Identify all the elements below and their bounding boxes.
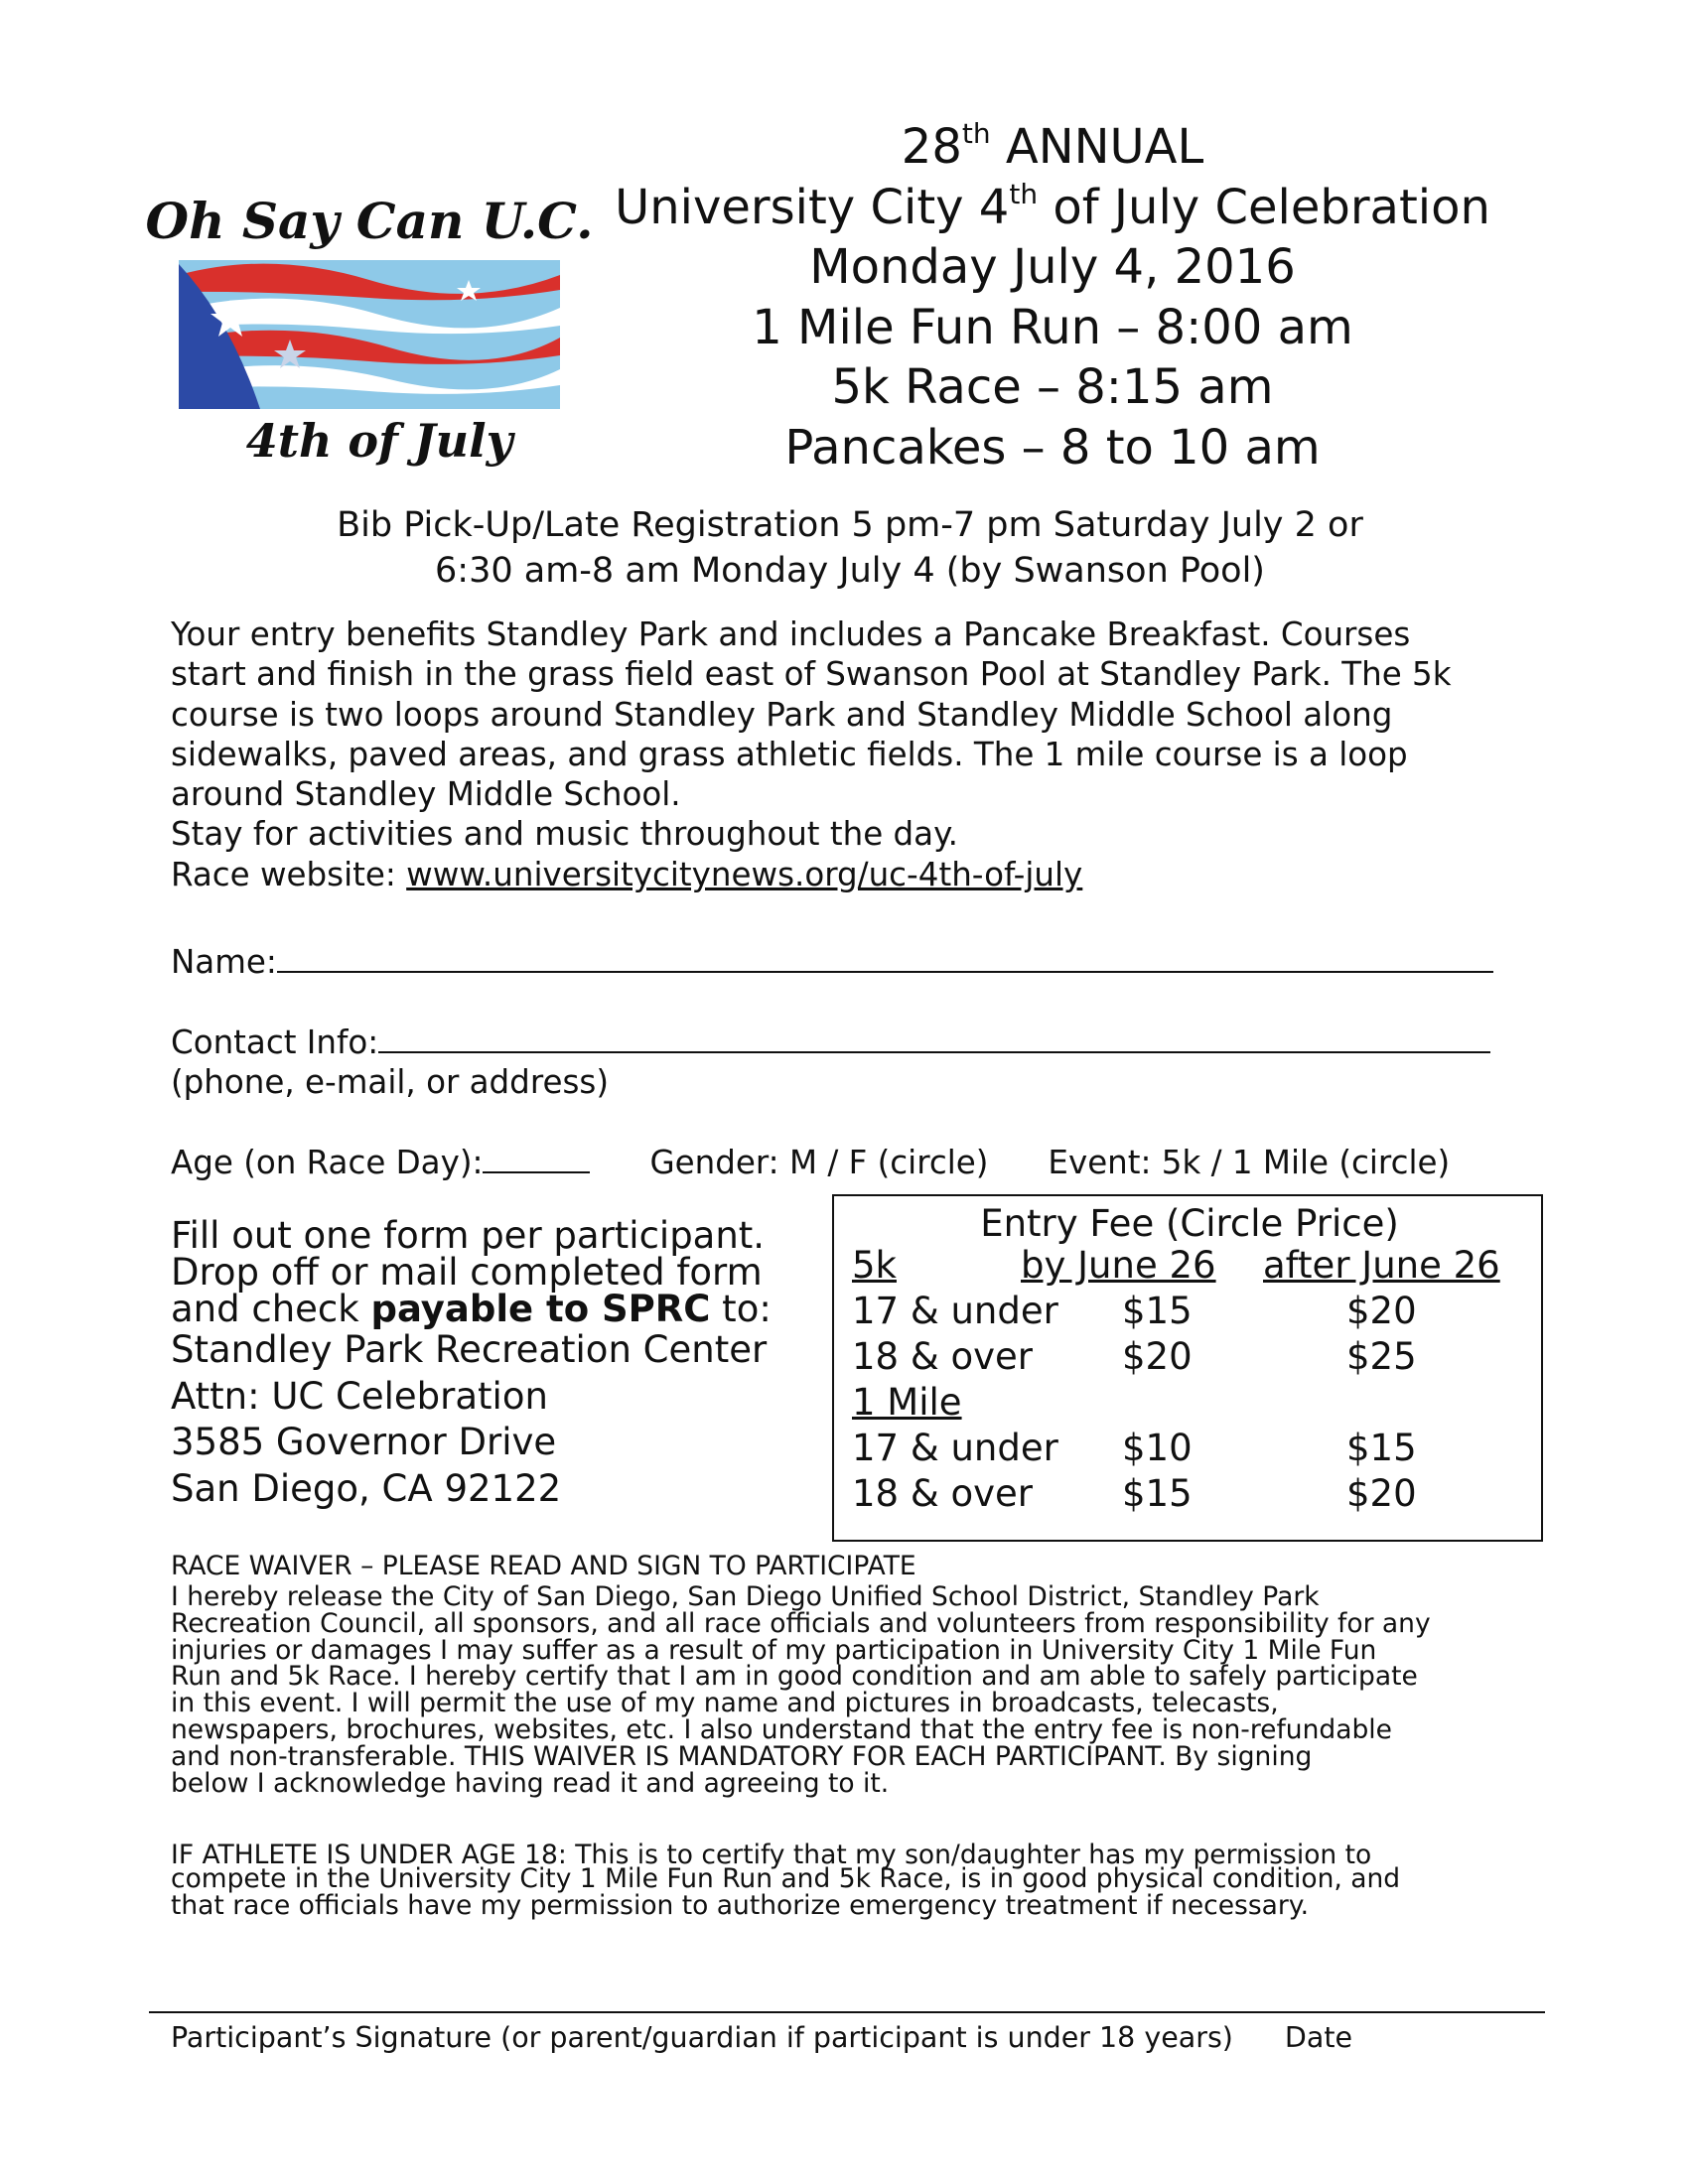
entry-fee-table: [832, 1194, 1543, 1542]
payable-to: payable to SPRC: [370, 1288, 711, 1330]
waiver-text: I hereby release the City of San Diego, San Diego Unified School District, Standley Park Recreation Council, all sponsors, and all race officials and volunteers from responsibility for any injuries or damages I may suffer as a result of my participation in University City 1 Mile Fun Run and 5k Race. I hereby certify that I am in good condition and am able to safely participate in this event. I will permit the use of my name and pictures in broadcasts, telecasts, newspapers, brochures, websites, etc. I also understand that the entry fee is non-refundable and non-transferable. THIS WAIVER IS MANDATORY FOR EACH PARTICIPANT. By signing below I acknowledge having read it and agreeing to it.: [171, 1581, 1431, 1799]
event-choice[interactable]: Event: 5k / 1 Mile (circle): [1048, 1144, 1451, 1181]
fee-row: 18 & over $15 $20: [852, 1472, 1417, 1515]
contact-field[interactable]: [378, 1025, 1490, 1053]
name-field[interactable]: [277, 945, 1493, 973]
contact-row: [171, 1024, 1490, 1061]
age-field[interactable]: [483, 1146, 590, 1173]
bib-pickup-info: Bib Pick-Up/Late Registration 5 pm-7 pm Saturday July 2 or 6:30 am-8 am Monday July 4 (by Swanson Pool): [337, 505, 1363, 591]
contact-label: Contact Info:: [171, 1024, 379, 1061]
minor-consent-text: compete in the University City 1 Mile Fun Run and 5k Race, is in good physical condition, and that race officials have my permission to authorize emergency treatment if necessary.: [171, 1863, 1401, 1921]
mailing-instructions: Fill out one form per participant. Drop off or mail completed form and check payable to SPRC to: Standley Park Recreation Center Attn: UC Celebration 3585 Governor Drive San Diego, CA 92122: [171, 1217, 772, 1512]
fee-row: 18 & over $20 $25: [852, 1335, 1417, 1378]
waiver-title: RACE WAIVER – PLEASE READ AND SIGN TO PARTICIPATE: [171, 1551, 916, 1581]
minor-consent-title: IF ATHLETE IS UNDER AGE 18: This is to certify that my son/daughter has my permission to: [171, 1840, 1372, 1870]
fee-header-row: 5k by June 26 after June 26: [852, 1244, 1500, 1287]
race-website-link[interactable]: www.universitycitynews.org/uc-4th-of-july: [406, 855, 1083, 893]
fun-run-time: 1 Mile Fun Run – 8:00 am: [752, 299, 1353, 355]
flag-banner-logo: [145, 181, 594, 469]
fee-section-1-mile: 1 Mile: [852, 1381, 962, 1424]
gender-choice[interactable]: Gender: M / F (circle): [649, 1144, 989, 1181]
pancakes-time: Pancakes – 8 to 10 am: [784, 419, 1321, 476]
event-logo: [145, 181, 594, 469]
fee-row: 17 & under $10 $15: [852, 1427, 1417, 1469]
address-line-2: Attn: UC Celebration: [171, 1374, 548, 1418]
event-header: [576, 117, 1529, 478]
svg-text:Oh Say Can U.C.: Oh Say Can U.C.: [145, 192, 594, 250]
age-label: Age (on Race Day):: [171, 1144, 484, 1181]
race-website: Race website: www.universitycitynews.org/uc-4th-of-july: [171, 855, 1083, 893]
contact-hint: (phone, e-mail, or address): [171, 1063, 610, 1101]
race-5k-time: 5k Race – 8:15 am: [831, 359, 1274, 415]
date-label: Date: [1284, 2021, 1353, 2054]
signature-label: Participant’s Signature (or parent/guardian if participant is under 18 years) Date: [171, 2021, 1353, 2054]
stay-note: Stay for activities and music throughout the day.: [171, 815, 959, 854]
annual-line: 28th ANNUAL: [901, 117, 1204, 175]
entry-fee-title: Entry Fee (Circle Price): [980, 1202, 1399, 1245]
event-date: Monday July 4, 2016: [809, 239, 1296, 295]
name-row: [171, 943, 1493, 981]
age-gender-event-row: [171, 1144, 1541, 1181]
fee-row: 17 & under $15 $20: [852, 1290, 1417, 1332]
event-description: Your entry benefits Standley Park and includes a Pancake Breakfast. Courses start and finish in the grass field east of Swanson Pool at Standley Park. The 5k course is two loops around Standley Park and Standley Middle School along sidewalks, paved areas, and grass athletic fields. The 1 mile course is a loop around Standley Middle School. Stay for activities and music throughout the day. Race website: www.universitycitynews.org/uc-4th-of-july: [171, 614, 1541, 894]
signature-line[interactable]: [149, 2011, 1545, 2013]
address-line-1: Standley Park Recreation Center: [171, 1328, 768, 1371]
address-line-4: San Diego, CA 92122: [171, 1466, 562, 1510]
svg-text:4th of July: 4th of July: [245, 414, 513, 468]
celebration-line: University City 4th of July Celebration: [615, 177, 1490, 235]
address-line-3: 3585 Governor Drive: [171, 1421, 557, 1463]
name-label: Name:: [171, 943, 277, 981]
